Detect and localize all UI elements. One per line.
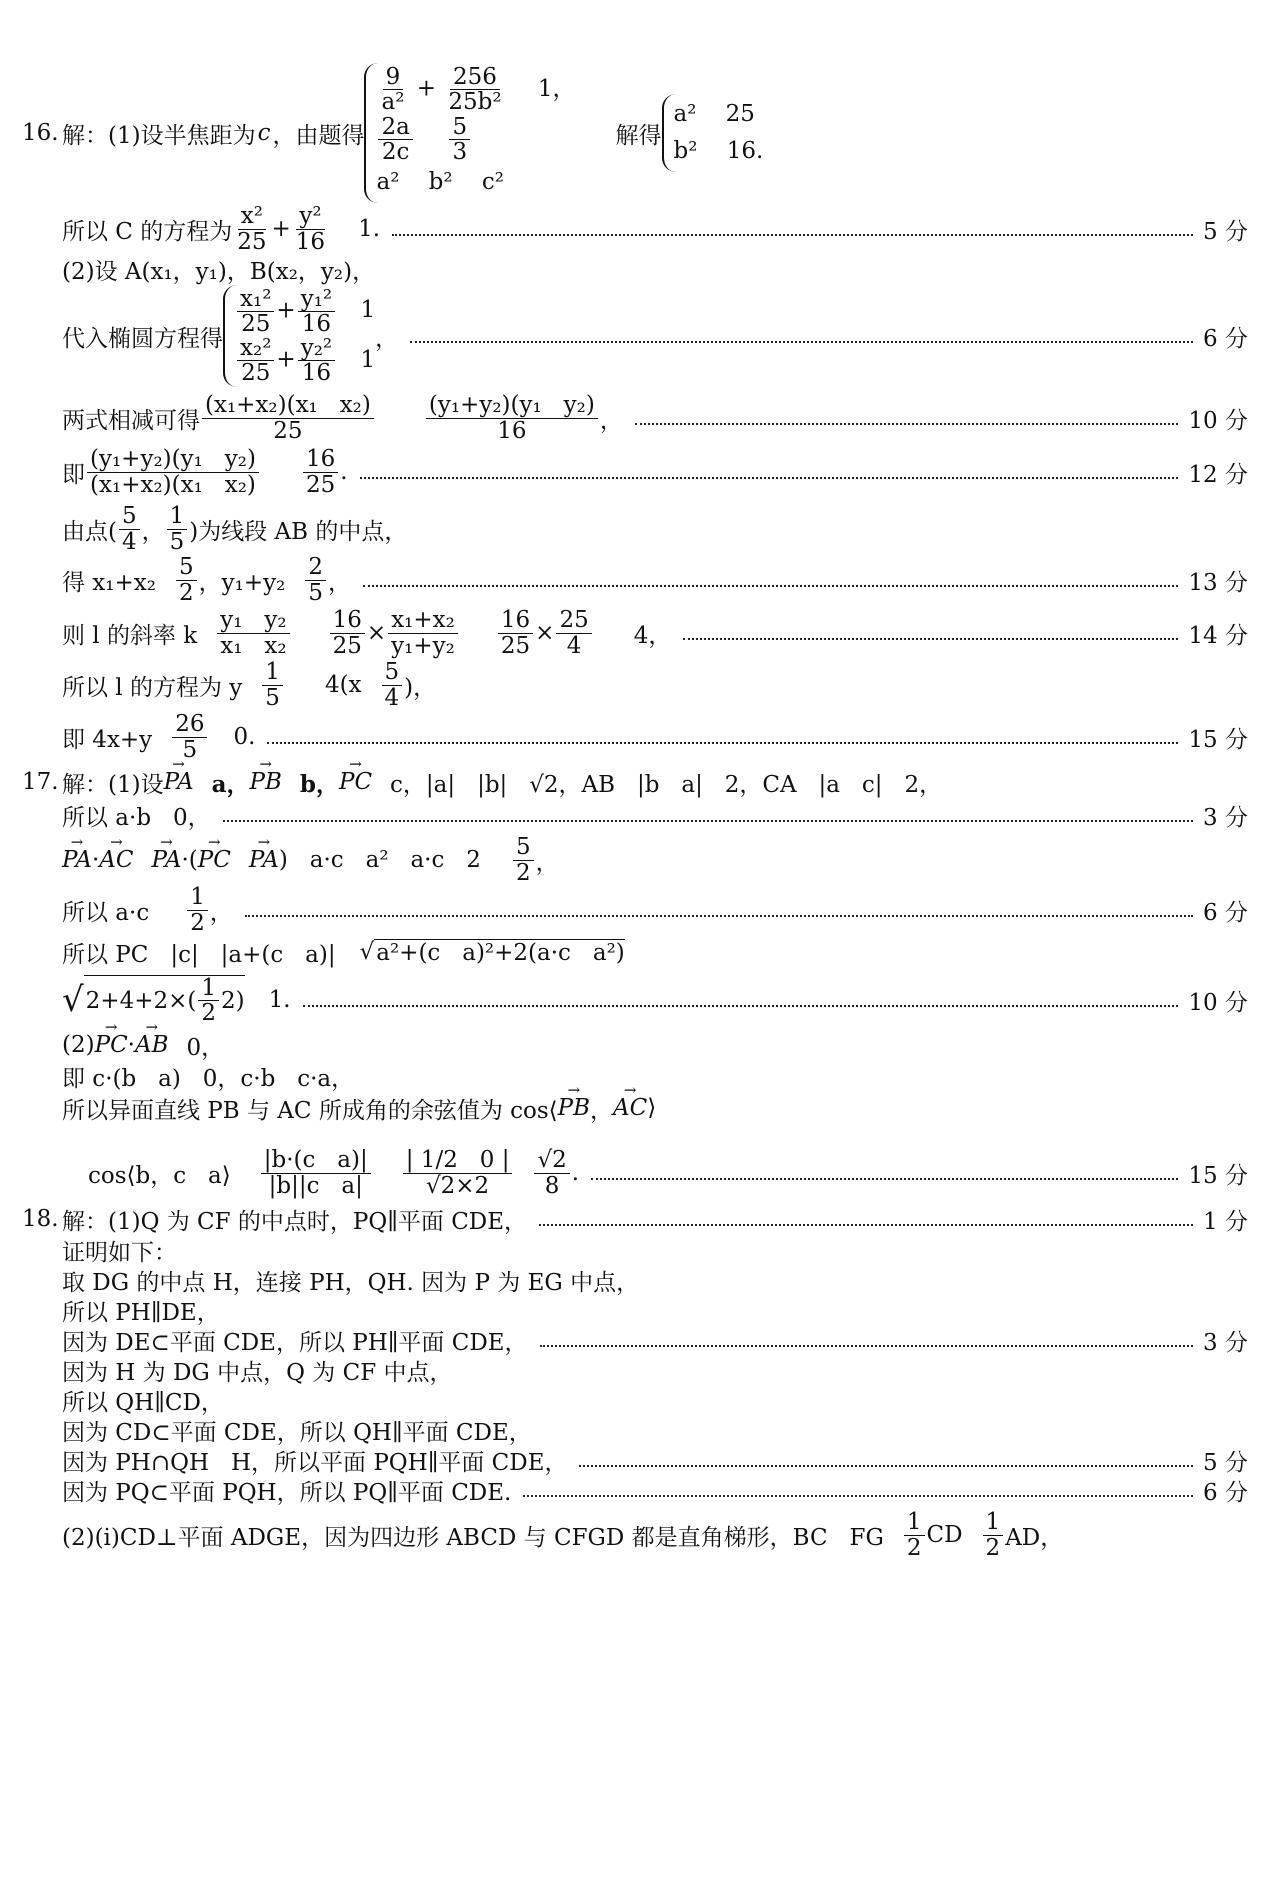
score: 3 分 [1203,804,1248,831]
equation-system: $\frac{9}{\text{a²}}$ + $\frac{256}{\text{25b²}}$ 1， $\frac{2a}{2c}$ $\frac{5}{3}$ a² b² c² [364,63,575,202]
p16-line-eq: 所以 C 的方程为 $\frac{\text{x²}}{25}$ + $\frac{\text{y²}}{16}$ 1. 5 分 [62,203,1248,255]
p17-line4: 所以 a·c $\frac{1}{2}$ ， 6 分 [62,884,1248,936]
score: 5 分 [1203,218,1248,245]
score: 14 分 [1188,622,1248,649]
fraction: $\frac{\text{x²}}{25}$ [237,203,267,255]
leader-dots [635,423,1179,425]
p16-line-ratio: 即 $\frac{\text{(y₁+y₂)(y₁ y₂)}}{\text{(x₁+x₂)(x₁ x₂)}}$ $\frac{16}{25}$ . 12 分 [62,446,1248,498]
p18-line10: 因为 PQ⊂平面 PQH，所以 PQ∥平面 CDE. 6 分 [62,1473,1248,1507]
fraction: $\frac{9}{\text{a²}}$ [381,64,405,116]
score: 15 分 [1188,726,1248,753]
p18-line9: 因为 PH∩QH H，所以平面 PQH∥平面 CDE， 5 分 [62,1443,1248,1477]
leader-dots [223,820,1193,822]
problem-number: 16. [22,120,59,146]
p16-line-final: 即 4x+y $\frac{26}{5}$ 0. 15 分 [62,711,1248,763]
score: 10 分 [1188,407,1248,434]
leader-dots [540,1345,1193,1347]
score: 15 分 [1188,1162,1248,1189]
p17-line6: √ 2+4+2×( $\frac{1}{2}$ 2) 1. 10 分 [62,974,1248,1026]
p16-line-mid: 由点( $\frac{5}{4}$ ， $\frac{1}{5}$ )为线段 AB 的中点， [62,503,408,555]
score: 5 分 [1203,1449,1248,1476]
text: 解得 [615,122,662,149]
text: ，由题得 [272,122,365,149]
p18-line7: 所以 QH∥CD， [62,1389,224,1416]
p16-line-slope: 则 l 的斜率 k $\frac{\text{y₁ y₂}}{\text{x₁ x₂}}$ $\frac{16}{25}$ × $\frac{\text{x₁+x₂}}{\text{y₁+y₂}}$ $\frac{16}{25}$ × $\frac{25}{4}$ 4， 14 分 [62,607,1248,659]
p17-line5: 所以 PC |c| |a+(c a)| √ a²+(c a)²+2(a·c a²) [62,939,625,968]
score: 10 分 [1188,989,1248,1016]
p18-line6: 因为 H 为 DG 中点，Q 为 CF 中点， [62,1359,453,1386]
p18-line2: 证明如下： [62,1239,177,1266]
leader-dots [683,638,1178,640]
leader-dots [410,341,1193,343]
leader-dots [303,1005,1179,1007]
p18-line3: 取 DG 的中点 H，连接 PH，QH. 因为 P 为 EG 中点， [62,1269,640,1296]
leader-dots [392,234,1193,236]
text: 解：(1)设半焦距为 [62,122,256,149]
p18-line1: 18. 解：(1)Q 为 CF 的中点时，PQ∥平面 CDE， 1 分 [62,1202,1248,1236]
leader-dots [245,915,1193,917]
p16-line1 [22,64,1248,195]
p18-line4: 所以 PH∥DE， [62,1299,220,1326]
p17-line9: 所以异面直线 PB 与 AC 所成角的余弦值为 cos⟨ → PB ， → AC ⟩ [62,1091,1248,1125]
leader-dots [267,742,1178,744]
fraction: $\frac{256}{\text{25b²}}$ [448,64,502,116]
score: 13 分 [1188,569,1248,596]
score: 6 分 [1203,1479,1248,1506]
problem-number: 17. [22,769,59,795]
p16-line-subtract: 两式相减可得 $\frac{\text{(x₁+x₂)(x₁ x₂)}}{25}$ $\frac{\text{(y₁+y₂)(y₁ y₂)}}{16}$ ， 10 分 [62,392,1248,444]
score: 6 分 [1203,899,1248,926]
p16-line-sums: 得 x₁+x₂ $\frac{5}{2}$ ，y₁+y₂ $\frac{2}{5}$ ， 13 分 [62,554,1248,606]
score: 1 分 [1203,1208,1248,1235]
score: 12 分 [1188,461,1248,488]
fraction: $\frac{5}{3}$ [449,115,470,164]
p18-line8: 因为 CD⊂平面 CDE，所以 QH∥平面 CDE， [62,1419,532,1446]
equation-system: $\frac{\text{x₁²}}{25}$ + $\frac{\text{y₁²}}{16}$ 1 $\frac{\text{x₂²}}{25}$ + $\frac{\text{y₂²}}{16}$ 1 [223,285,375,388]
p17-line10: cos⟨b，c a⟩ $\frac{\text{|b·(c a)|}}{\text{|b||c a|}}$ $\frac{| 1/2 0 |}{√2\times 2}$ $\frac{√2}{8}$ . 15 分 [88,1147,1248,1199]
problem-number: 18. [22,1206,59,1232]
score: 6 分 [1203,325,1248,352]
p17-line3: → PA · → AC → PA ·( → PC → PA ) a·c a² a·c 2 $\frac{5}{2}$ ， [62,835,1248,885]
p17-line7: (2) → PC · → AB 0， [62,1028,1248,1062]
p17-line2: 所以 a·b 0， 3 分 [62,798,1248,832]
p16-line-setAB: (2)设 A(x₁，y₁)，B(x₂，y₂)， [62,258,376,285]
p17-line8: 即 c·(b a) 0，c·b c·a， [62,1065,355,1092]
score: 3 分 [1203,1329,1248,1356]
p17-line1: 17. 解：(1)设 → PA a， → PB b， → PC c，|a| |b| √2，AB |b a| 2，CA |a c| 2， [62,765,1248,799]
p18-line5: 因为 DE⊂平面 CDE，所以 PH∥平面 CDE， 3 分 [62,1323,1248,1357]
var-c: c [257,120,271,146]
p16-line-leq: 所以 l 的方程为 y $\frac{1}{5}$ 4(x $\frac{5}{4}$ )， [62,659,437,711]
leader-dots [539,1224,1193,1226]
leader-dots [523,1495,1193,1497]
leader-dots [363,585,1178,587]
equation-system: a² 25 b² 16. [662,94,764,172]
p18-line11: (2)(i)CD⊥平面 ADGE，因为四边形 ABCD 与 CFGD 都是直角梯形，BC FG $\frac{1}{2}$ CD $\frac{1}{2}$ AD， [62,1509,1064,1561]
leader-dots [360,477,1179,479]
leader-dots [579,1465,1193,1467]
fraction: $\frac{\text{y²}}{16}$ [295,203,326,255]
fraction: $\frac{2a}{2c}$ [378,115,412,164]
p16-line-sub: 代入椭圆方程得 $\frac{\text{x₁²}}{25}$ + $\frac{\text{y₁²}}{16}$ 1 $\frac{\text{x₂²}}{25}$ + $\frac{\text{y₂²}}{16}$ 1 ， 6 分 [62,285,1248,387]
leader-dots [591,1178,1178,1180]
